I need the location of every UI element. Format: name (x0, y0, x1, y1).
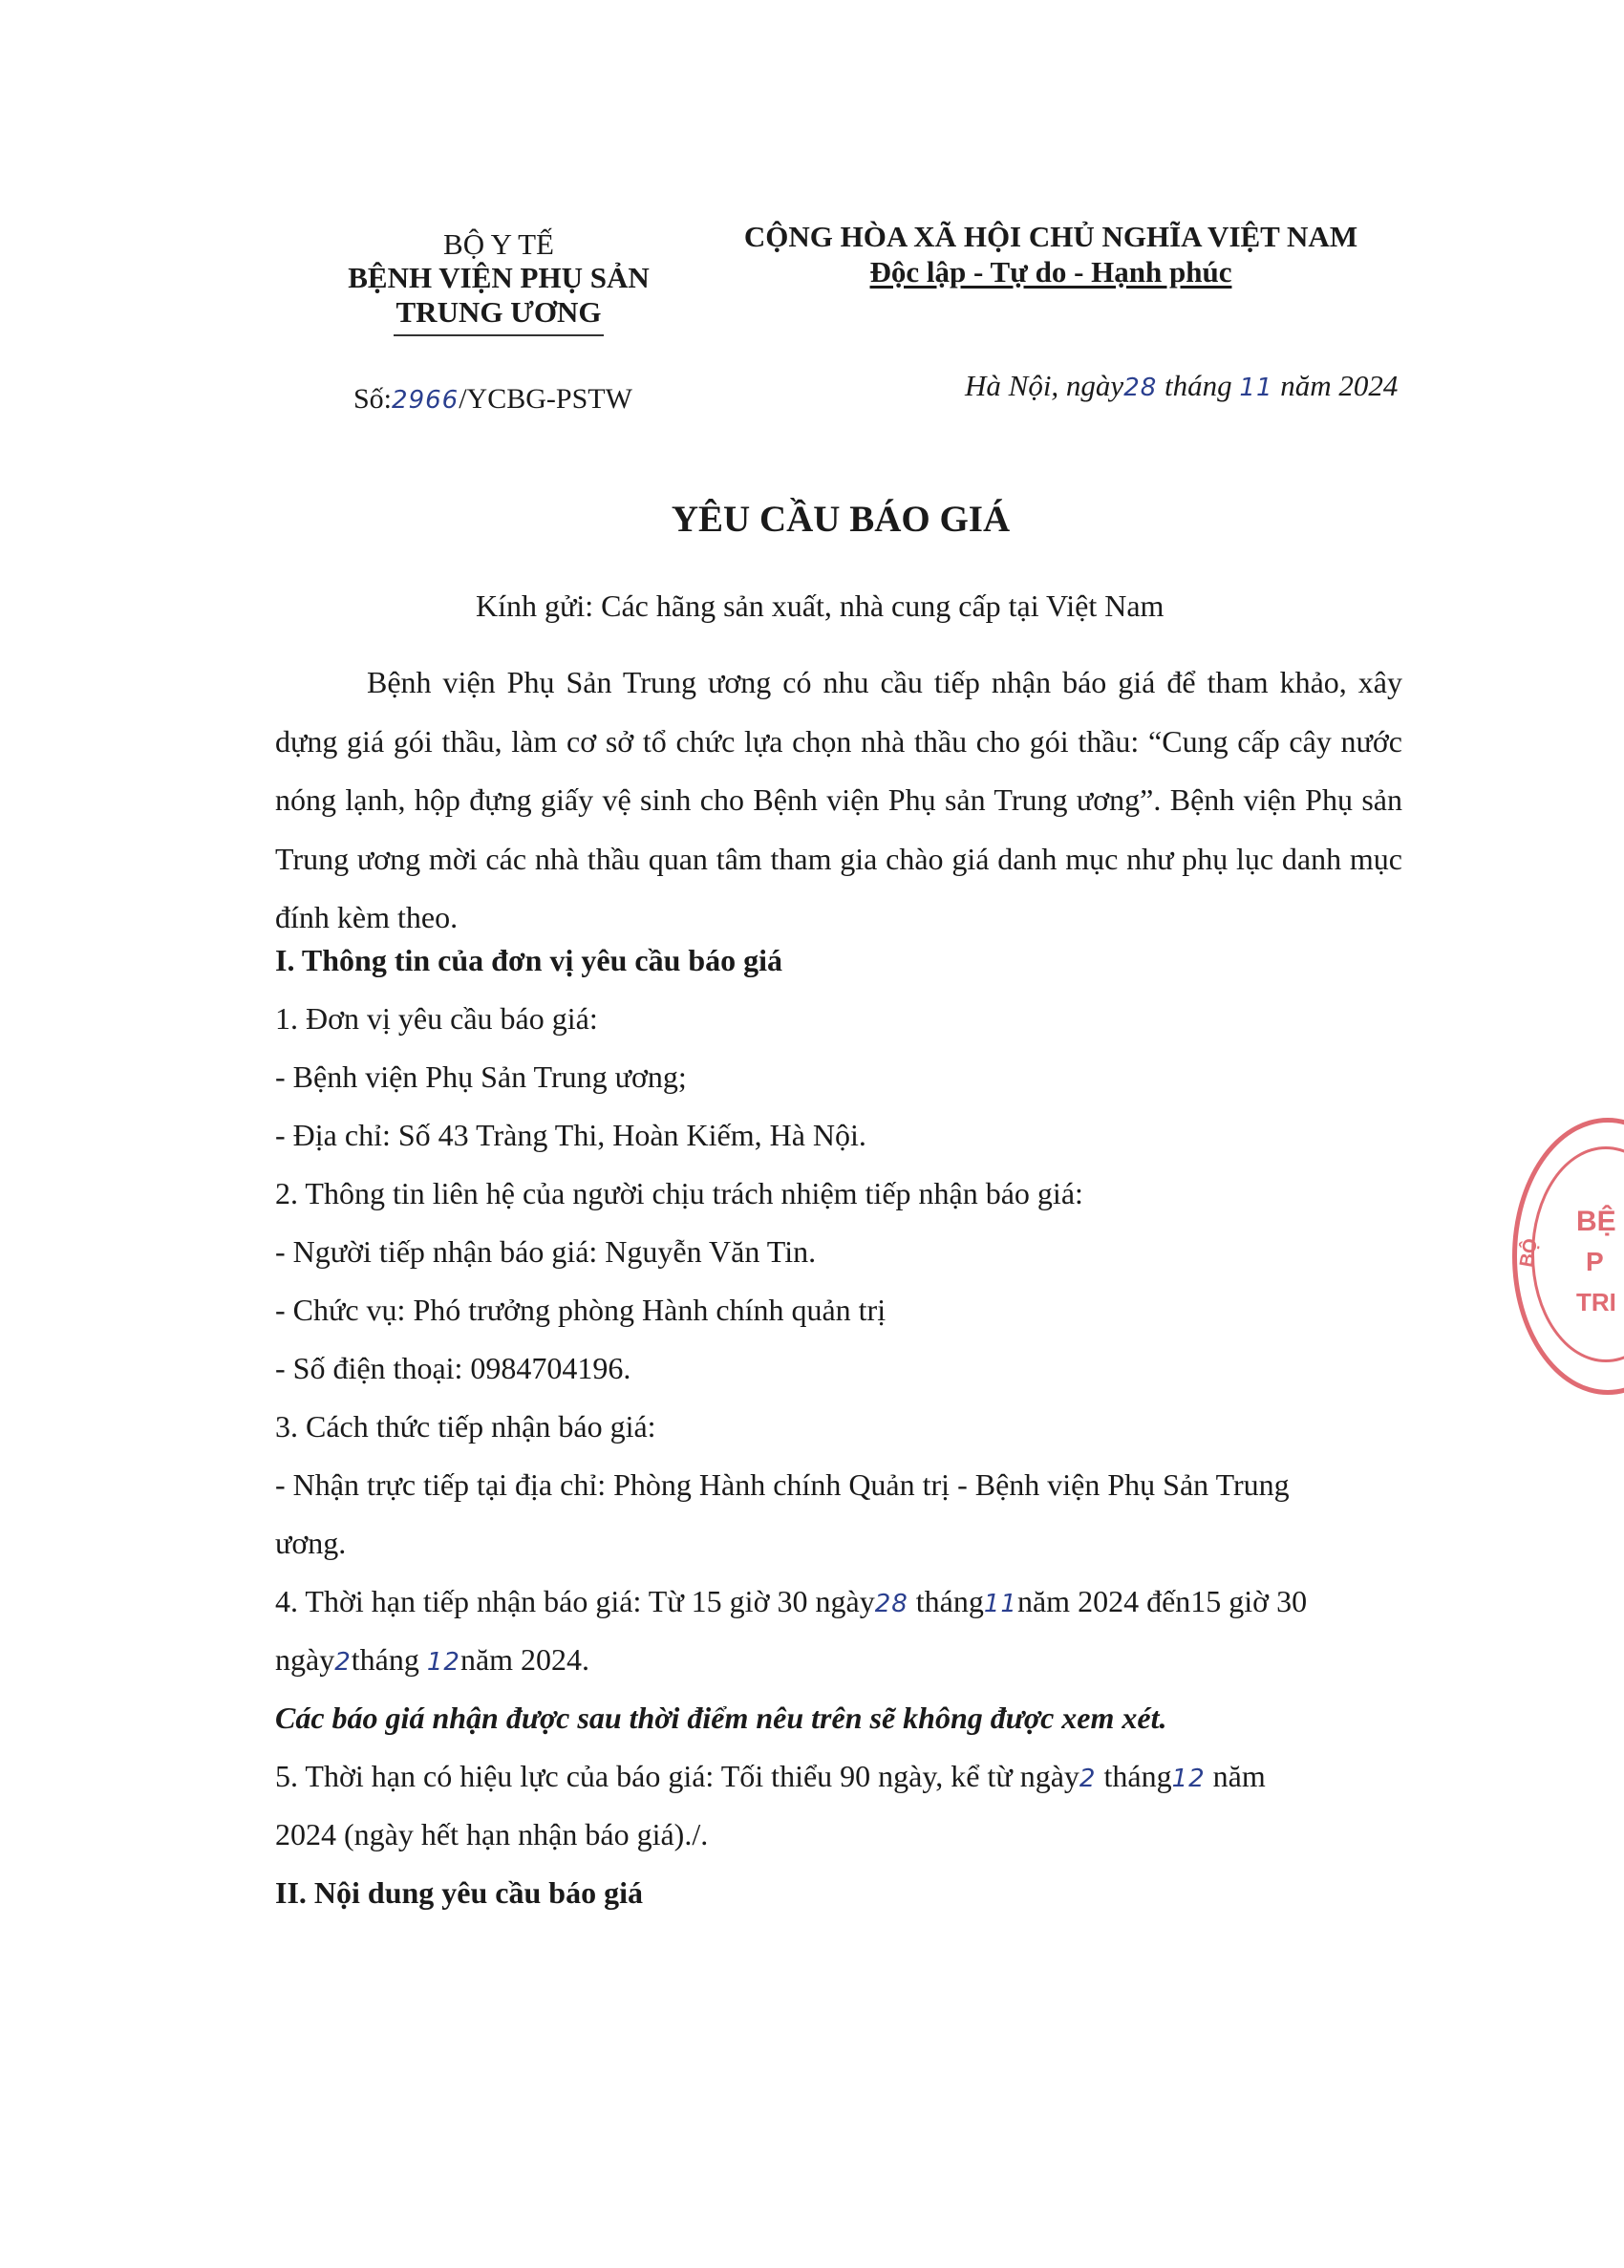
section1-item3: 3. Cách thức tiếp nhận báo giá: (275, 1409, 656, 1444)
item4-text-c: năm 2024 đến15 giờ 30 (1016, 1584, 1308, 1618)
section2-heading: II. Nội dung yêu cầu báo giá (275, 1875, 643, 1910)
country-name: CỘNG HÒA XÃ HỘI CHỦ NGHĨA VIỆT NAM (743, 220, 1358, 253)
item5-text-b: tháng (1096, 1759, 1172, 1793)
document-number-suffix: /YCBG-PSTW (459, 383, 632, 415)
stamp-text-line3: TRI (1576, 1288, 1616, 1316)
late-submission-note: Các báo giá nhận được sau thời điểm nêu trên sẽ không được xem xét. (275, 1701, 1167, 1735)
item4-day1-handwritten: 28 (874, 1590, 908, 1618)
date-day-handwritten: 28 (1123, 374, 1158, 402)
item5-text-c: năm (1205, 1759, 1266, 1793)
date-year: năm 2024 (1272, 369, 1399, 402)
receipt-method-line2: ương. (275, 1526, 347, 1560)
item4-text-a: 4. Thời hạn tiếp nhận báo giá: Từ 15 giờ 30 ngày (275, 1584, 875, 1618)
receiver-position: - Chức vụ: Phó trưởng phòng Hành chính quản trị (275, 1293, 887, 1327)
date-month-handwritten: 11 (1239, 374, 1273, 402)
item5-text-a: 5. Thời hạn có hiệu lực của báo giá: Tối thiểu 90 ngày, kể từ ngày (275, 1759, 1079, 1793)
receiver-name: - Người tiếp nhận báo giá: Nguyễn Văn Tin. (275, 1234, 817, 1269)
document-date (965, 367, 1398, 407)
date-month-word: tháng (1157, 369, 1240, 402)
item5-day-handwritten: 2 (1079, 1765, 1097, 1793)
receiver-phone: - Số điện thoại: 0984704196. (275, 1351, 631, 1385)
item5-month-handwritten: 12 (1171, 1765, 1206, 1793)
ministry-name: BỘ Y TẾ (443, 227, 554, 261)
stamp-side-text: BỘ (1516, 1236, 1542, 1270)
hospital-name-line1: BỆNH VIỆN PHỤ SẢN (348, 261, 650, 294)
hospital-name-line2: TRUNG ƯƠNG (395, 295, 602, 329)
item4-text-e: tháng (351, 1642, 427, 1677)
section1-item4-line1 (275, 1573, 1307, 1635)
stamp-text-line2: P (1586, 1247, 1604, 1276)
item4-text-f: năm 2024. (459, 1642, 590, 1677)
document-title: YÊU CẦU BÁO GIÁ (671, 499, 1011, 540)
document-number (353, 380, 632, 419)
section1-item5-line2: 2024 (ngày hết hạn nhận báo giá)./. (275, 1817, 709, 1851)
section1-item5-line1 (275, 1747, 1266, 1809)
recipient-line: Kính gửi: Các hãng sản xuất, nhà cung cấp tại Việt Nam (476, 588, 1165, 623)
item4-month2-handwritten: 12 (426, 1648, 460, 1677)
receipt-method-line1: - Nhận trực tiếp tại địa chỉ: Phòng Hành chính Quản trị - Bệnh viện Phụ Sản Trung (275, 1467, 1290, 1502)
section1-item4-line2 (275, 1631, 589, 1693)
header-left-divider (394, 334, 604, 336)
stamp-text-line1: BỆ (1576, 1206, 1616, 1237)
item4-month1-handwritten: 11 (983, 1590, 1017, 1618)
section1-item1: 1. Đơn vị yêu cầu báo giá: (275, 1001, 598, 1036)
unit-name: - Bệnh viện Phụ Sản Trung ương; (275, 1059, 687, 1094)
document-number-handwritten: 2966 (392, 386, 459, 415)
national-motto: Độc lập - Tự do - Hạnh phúc (869, 255, 1232, 289)
document-number-prefix: Số: (353, 383, 393, 415)
date-place: Hà Nội, ngày (965, 369, 1124, 402)
section1-item2: 2. Thông tin liên hệ của người chịu trách nhiệm tiếp nhận báo giá: (275, 1176, 1083, 1210)
intro-paragraph: Bệnh viện Phụ Sản Trung ương có nhu cầu tiếp nhận báo giá để tham khảo, xây dựng giá gói thầu, làm cơ sở tổ chức lựa chọn nhà thầu cho gói thầu: “Cung cấp cây nước nóng lạnh, hộp đựng giấy vệ sinh cho Bệnh viện Phụ sản Trung ương”. Bệnh viện Phụ sản Trung ương mời các nhà thầu quan tâm tham gia chào giá danh mục như phụ lục danh mục đính kèm theo. (275, 665, 1402, 934)
section1-heading: I. Thông tin của đơn vị yêu cầu báo giá (275, 943, 783, 977)
item4-text-b: tháng (908, 1584, 984, 1618)
item4-day2-handwritten: 2 (334, 1648, 352, 1677)
item4-text-d: ngày (275, 1642, 335, 1677)
unit-address: - Địa chỉ: Số 43 Tràng Thi, Hoàn Kiếm, Hà Nội. (275, 1118, 866, 1152)
